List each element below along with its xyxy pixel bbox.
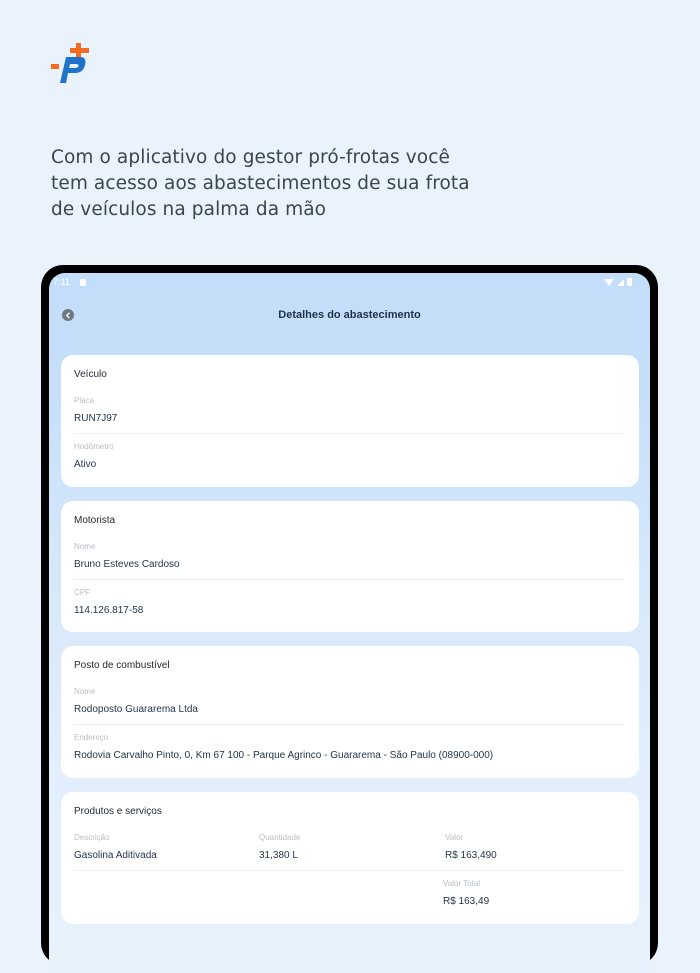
wifi-icon: [604, 279, 614, 286]
driver-name-label: Nome: [74, 542, 96, 551]
cpf-value: 114.126.817-58: [74, 605, 144, 616]
cpf-label: CPF: [74, 588, 90, 597]
odometer-value: Ativo: [74, 459, 97, 470]
station-name-value: Rodoposto Guararema Ltda: [74, 704, 198, 715]
divider: [74, 724, 624, 725]
notification-icon: [80, 279, 86, 286]
headline-line: tem acesso aos abastecimentos de sua frota: [51, 173, 470, 194]
vehicle-card: [61, 355, 639, 487]
driver-card: [61, 501, 639, 632]
signal-icon: [617, 279, 624, 286]
product-value: R$ 163,490: [445, 850, 497, 861]
plate-value: RUN7J97: [74, 413, 118, 424]
fuel-station-card: [61, 646, 639, 778]
total-value: R$ 163,49: [443, 896, 490, 907]
product-description: Gasolina Aditivada: [74, 850, 157, 861]
column-header-value: Valor: [445, 833, 464, 842]
card-title: Motorista: [74, 515, 116, 526]
station-name-label: Nome: [74, 687, 96, 696]
address-label: Endereço: [74, 733, 109, 742]
app-screen: [49, 273, 650, 973]
card-title: Posto de combustível: [74, 660, 170, 671]
driver-name-value: Bruno Esteves Cardoso: [74, 559, 180, 570]
divider: [74, 433, 624, 434]
battery-icon: [627, 278, 632, 286]
products-card: [61, 792, 639, 924]
card-title: Veículo: [74, 369, 107, 380]
divider: [74, 579, 624, 580]
pro-frotas-logo: [50, 43, 92, 85]
column-header-quantity: Quantidade: [259, 833, 301, 842]
page-title: Detalhes do abastecimento: [278, 309, 421, 321]
product-quantity: 31,380 L: [259, 850, 298, 861]
column-header-description: Descrição: [74, 833, 110, 842]
card-title: Produtos e serviços: [74, 806, 162, 817]
odometer-label: Hodômetro: [74, 442, 114, 451]
plate-label: Placa: [74, 396, 95, 405]
divider: [74, 870, 624, 871]
address-value: Rodovia Carvalho Pinto, 0, Km 67 100 - Parque Agrinco - Guararema - São Paulo (08900-000): [74, 750, 494, 761]
page-header: [49, 303, 650, 329]
headline-line: Com o aplicativo do gestor pró-frotas você: [51, 147, 450, 168]
headline-line: de veículos na palma da mão: [51, 199, 327, 220]
total-label: Valor Total: [443, 879, 481, 888]
status-bar: [49, 273, 650, 293]
marketing-headline: [51, 145, 491, 223]
status-time: 7:11: [53, 277, 70, 287]
